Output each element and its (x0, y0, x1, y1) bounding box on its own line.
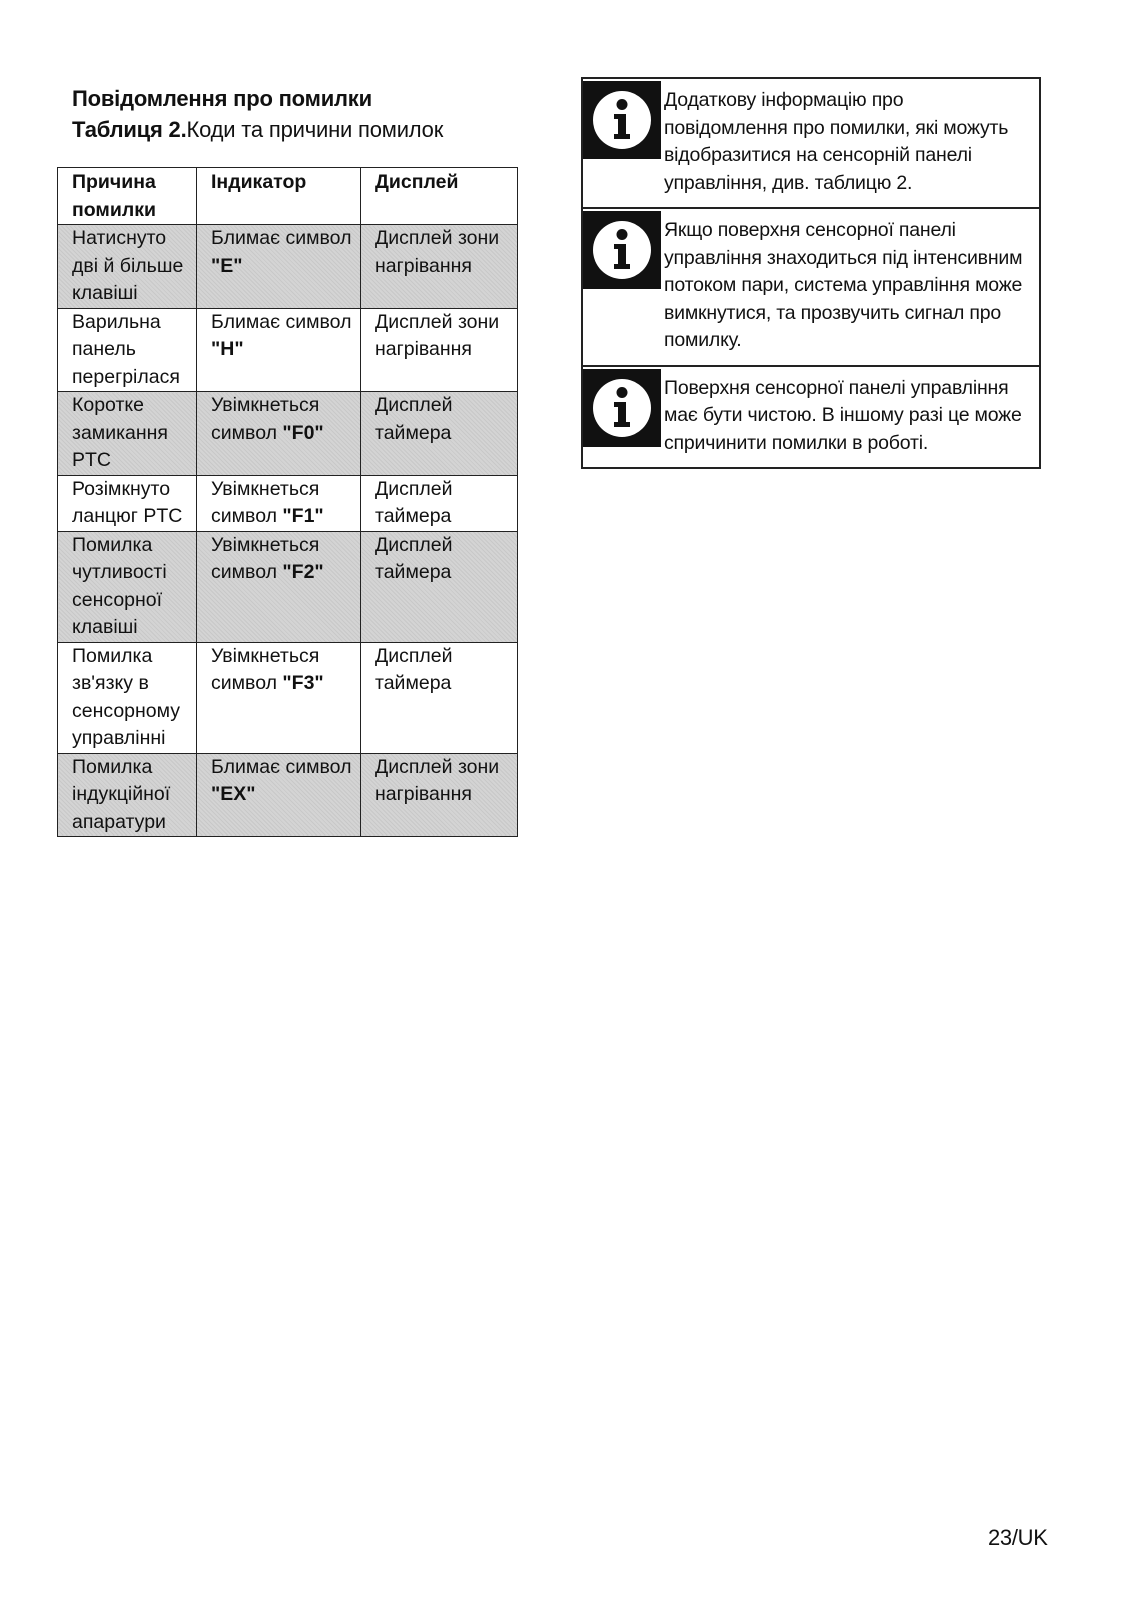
table-caption (72, 117, 443, 143)
info-note (583, 207, 1039, 365)
header-cause: Причина помилки (58, 168, 197, 225)
cell-indicator (197, 753, 361, 837)
table-row (58, 531, 518, 642)
cell-cause: Розімкнуто ланцюг PTC (58, 475, 197, 531)
cell-display: Дисплей таймера (361, 475, 518, 531)
cell-cause: Помилка чутливості сенсорноï клавіші (58, 531, 197, 642)
header-display: Дисплей (361, 168, 518, 225)
error-code: "F2" (282, 561, 324, 583)
error-codes-table (57, 167, 518, 837)
info-note (583, 365, 1039, 468)
page-number: 23/UK (988, 1525, 1048, 1550)
cell-indicator (197, 475, 361, 531)
info-note (583, 79, 1039, 207)
table-row (58, 392, 518, 476)
cell-display: Дисплей таймера (361, 531, 518, 642)
indicator-text: Блимає символ (211, 755, 352, 778)
section-title: Повідомлення про помилки (72, 86, 372, 111)
cell-indicator (197, 531, 361, 642)
table-row (58, 475, 518, 531)
indicator-text: Блимає символ (211, 227, 352, 249)
table-header-row (58, 168, 518, 225)
info-note-text: Додаткову інформацію про повідомлення про помилки, які можуть відобразитися на сенсорній панелі управління, див. таблицю 2. (664, 89, 1009, 194)
table-row (58, 225, 518, 309)
cell-cause: Коротке замикання PTC (58, 392, 197, 476)
cell-cause: Помилка індукційноï апаратури (58, 753, 197, 837)
cell-display: Дисплей таймера (361, 642, 518, 753)
error-code: "F1" (282, 505, 324, 527)
info-notes-box (581, 77, 1041, 469)
indicator-text: Блимає символ (211, 310, 352, 333)
indicator-text: Увімкнеться символ (211, 394, 320, 444)
error-code: "F3" (282, 672, 324, 694)
table-caption-label: Таблиця 2. (72, 117, 187, 142)
cell-display: Дисплей таймера (361, 392, 518, 476)
table-row (58, 753, 518, 837)
table-row (58, 308, 518, 392)
info-icon (583, 81, 661, 159)
cell-display: Дисплей зони нагрівання (361, 753, 518, 837)
header-indicator: Індикатор (197, 168, 361, 225)
error-code: "E" (211, 254, 243, 277)
cell-cause: Помилка зв'язку в сенсорному управлінні (58, 642, 197, 753)
cell-indicator (197, 392, 361, 476)
info-note-text: Поверхня сенсорноï панелі управління має бути чистою. В іншому разі це може спричинити помилки в роботі. (664, 376, 1022, 454)
info-icon (583, 369, 661, 447)
indicator-text: Увімкнеться символ (211, 644, 320, 694)
cell-indicator (197, 308, 361, 392)
indicator-text: Увімкнеться символ (211, 477, 320, 527)
cell-cause: Варильна панель перегрілася (58, 308, 197, 392)
cell-indicator (197, 225, 361, 309)
cell-cause: Натиснуто дві й більше клавіші (58, 225, 197, 309)
cell-indicator (197, 642, 361, 753)
info-icon (583, 211, 661, 289)
table-caption-text: Коди та причини помилок (186, 117, 444, 142)
table-row (58, 642, 518, 753)
error-code: "H" (211, 338, 244, 360)
indicator-text: Увімкнеться символ (211, 533, 320, 583)
info-note-text: Якщо поверхня сенсорноï панелі управління знаходиться під інтенсивним потоком пари, система управління може вимкнутися, та прозвучить сигнал про помилку. (664, 219, 1023, 351)
cell-display: Дисплей зони нагрівання (361, 225, 518, 309)
cell-display: Дисплей зони нагрівання (361, 308, 518, 392)
error-code: "F0" (282, 421, 324, 444)
error-code: "EX" (211, 783, 256, 805)
